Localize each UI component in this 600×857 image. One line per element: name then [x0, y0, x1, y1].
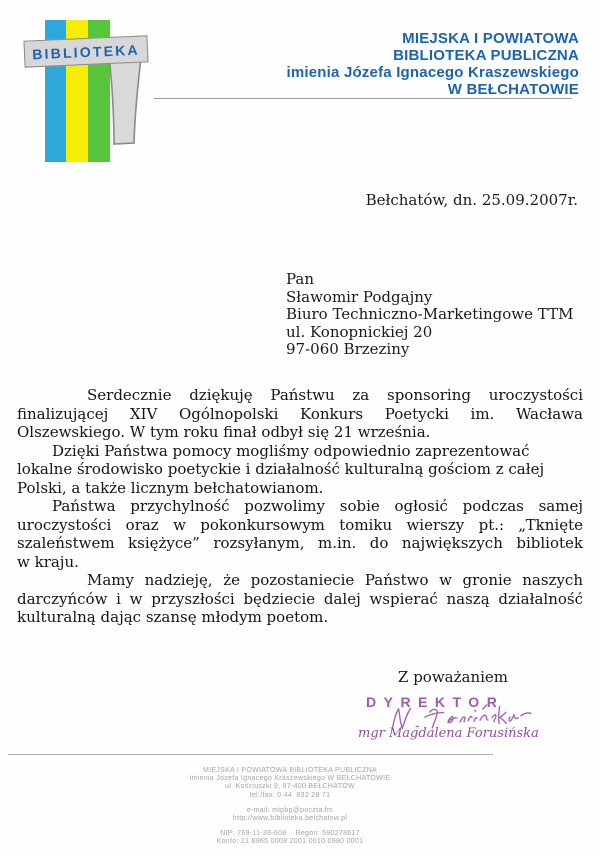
letter-footer — [0, 767, 580, 854]
valediction: Z poważaniem — [398, 668, 509, 686]
footer-website: http://www.biblioteka.belchatow.pl — [232, 815, 348, 823]
footer-line: tel./fax: 0 44 632 28 71 — [249, 791, 331, 799]
director-stamp-name: mgr Magdalena Forusińska — [358, 726, 539, 741]
letter-body — [17, 386, 583, 627]
letterhead-line: MIEJSKA I POWIATOWA — [402, 30, 579, 47]
footer-contact-group — [0, 807, 580, 823]
logo-banner — [23, 35, 148, 67]
footer-registry-group — [0, 830, 580, 846]
body-line: szaleństwem księżyce” rozsyłanym, m.in. do największych bibliotek — [17, 534, 583, 552]
letterhead — [286, 30, 579, 98]
letterhead-line: imienia Józefa Ignacego Kraszewskiego — [286, 64, 579, 81]
recipient-line: Pan — [286, 270, 315, 288]
footer-divider — [8, 754, 493, 755]
body-line: uroczystości oraz w pokonkursowym tomiku wierszy pt.: „Tknięte — [17, 515, 583, 534]
footer-line: ul. Kościuszki 9, 97-400 BEŁCHATÓW — [225, 783, 355, 791]
recipient-block — [286, 271, 573, 359]
body-line: w kraju. — [17, 552, 79, 571]
body-line: Olszewskiego. W tym roku finał odbył się 21 września. — [17, 423, 431, 441]
letterhead-line: BIBLIOTEKA PUBLICZNA — [393, 47, 579, 64]
body-line: Mamy nadzieję, że pozostaniecie Państwo w gronie naszych — [87, 571, 583, 589]
footer-line: imienia Józefa Ignacego Kraszewskiego W BEŁCHATOWIE — [189, 775, 391, 783]
letterhead-line: W BEŁCHATOWIE — [447, 81, 579, 98]
date-line: Bełchatów, dn. 25.09.2007r. — [365, 191, 578, 209]
body-line: Polski, a także licznym bełchatowianom. — [17, 478, 324, 497]
logo-text: BIBLIOTEKA — [31, 41, 141, 62]
recipient-line: Biuro Techniczno-Marketingowe TTM — [286, 305, 574, 323]
body-line: lokalne środowisko poetyckie i działalność kulturalną gościom z całej — [17, 460, 545, 478]
letterhead-divider — [154, 98, 572, 99]
body-line: finalizującej XIV Ogólnopolski Konkurs Poetycki im. Wacława — [17, 404, 583, 423]
body-line: Dzięki Państwa pomocy mogliśmy odpowiednio zaprezentować — [52, 441, 530, 460]
footer-nip-regon: NIP: 769-11-38-608 Regon: 590278617 — [220, 830, 360, 838]
footer-line: MIEJSKA I POWIATOWA BIBLIOTEKA PUBLICZNA — [202, 767, 378, 774]
recipient-line: Sławomir Podgajny — [286, 287, 433, 306]
recipient-line: ul. Konopnickiej 20 — [286, 322, 433, 341]
footer-address-group — [0, 767, 580, 800]
footer-email: e-mail: mipbp@poczta.fm — [246, 806, 334, 814]
body-line: Państwa przychylność pozwolimy sobie ogłosić podczas samej — [52, 497, 583, 515]
body-line: kulturalną dając szansę młodym poetom. — [17, 608, 329, 626]
body-line: Serdecznie dziękuję Państwu za sponsoring uroczystości — [87, 386, 583, 404]
library-logo — [0, 0, 170, 180]
footer-account: Konto: 21 8965 0008 2001 0010 0980 0001 — [216, 838, 364, 846]
recipient-line: 97-060 Brzeziny — [286, 340, 410, 358]
director-stamp-title: DYREKTOR — [366, 694, 505, 710]
body-line: darczyńców i w przyszłości będziecie dalej wspierać naszą działalność — [17, 589, 583, 608]
